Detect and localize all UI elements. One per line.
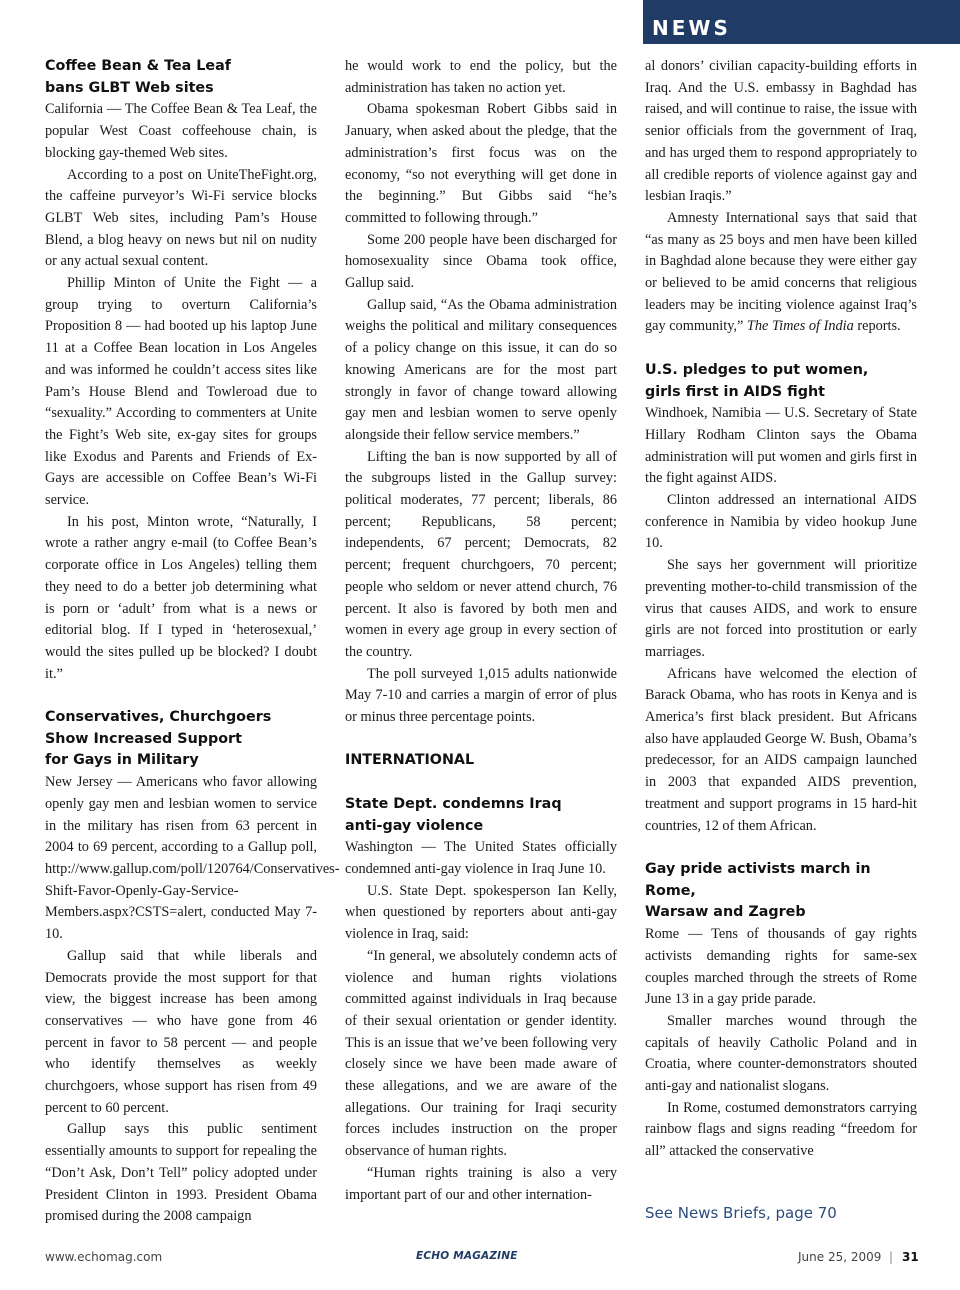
paragraph: “In general, we absolutely condemn acts of violence and human rights violations committed against individuals in Iraq because of their sexual orientation or gender identity. This is an issue that we’ve been following very closely since we have been made aware of these allegations, and we are aware of the allegations. Our training for Iraqi security forces includes instruction on the proper observance of human rights. [345, 947, 617, 1160]
headline-gay-pride: Gay pride activists march in Rome, Warsaw and Zagreb [645, 860, 871, 921]
paragraph: The poll surveyed 1,015 adults nationwide May 7-10 and carries a margin of error of plus or minus three percentage points. [345, 665, 617, 726]
column-3 [645, 56, 917, 1163]
footer-magazine-name: ECHO MAGAZINE [416, 1250, 518, 1262]
paragraph: Amnesty International says that said that “as many as 25 boys and men have been killed in Baghdad alone because they were either gay or believed to be amid concerns that religious leaders may be inciting violence against Iraq’s gay community,” The Times of India reports. [645, 209, 917, 335]
subsection-international: INTERNATIONAL [345, 752, 475, 769]
paragraph: U.S. State Dept. spokesperson Ian Kelly, when questioned by reporters about anti-gay violence in Iraq, said: [345, 882, 617, 943]
paragraph: Gallup said that while liberals and Democrats provide the most support for that view, the biggest increase has been among conservatives — who have gone from 46 percent in favor to 58 percent — and people who identify themselves as weekly churchgoers, whose support has risen from 49 percent to 60 percent. [45, 947, 317, 1116]
paragraph: Windhoek, Namibia — U.S. Secretary of State Hillary Rodham Clinton says the Obama administration will put women and girls first in the fight against AIDS. [645, 405, 917, 487]
paragraph: In Rome, costumed demonstrators carrying rainbow flags and signs reading “freedom for all” attacked the conservative [645, 1099, 917, 1160]
paragraph: Smaller marches wound through the capitals of heavily Catholic Poland and in Croatia, where counter-demonstrators shouted anti-gay and nationalist slogans. [645, 1012, 917, 1095]
footer-separator: | [889, 1250, 894, 1264]
paragraph: Washington — The United States officially condemned anti-gay violence in Iraq June 10. [345, 839, 617, 877]
paragraph: Rome — Tens of thousands of gay rights activists demanding rights for same-sex couples marched through the streets of Rome June 13 in a gay pride parade. [645, 926, 917, 1008]
column-1 [45, 56, 340, 1228]
source-name: The Times of India [746, 318, 854, 335]
paragraph: he would work to end the policy, but the administration has taken no action yet. [345, 58, 617, 96]
paragraph: In his post, Minton wrote, “Naturally, I wrote a rather angry e-mail (to Coffee Bean’s corporate office in Los Angeles) telling them they need to do a better job determining what is porn or ‘adult’ from what is a news or editorial blog. If I typed in ‘heterosexual,’ would the sites pulled up be blocked? I doubt it.” [45, 513, 317, 682]
paragraph: Obama spokesman Robert Gibbs said in January, when asked about the pledge, that the administration’s first focus was on the economy, “so not everything will get done in the beginning.” But Gibbs said “he’s committed to following through.” [345, 101, 617, 226]
paragraph: “Human rights training is also a very important part of our and other internation- [345, 1164, 617, 1203]
section-label: NEWS [643, 0, 960, 44]
page-number: 31 [902, 1250, 919, 1264]
paragraph: Clinton addressed an international AIDS conference in Namibia by video hookup June 10. [645, 492, 917, 552]
headline-state-dept: State Dept. condemns Iraq anti-gay violence [345, 795, 562, 834]
paragraph: Africans have welcomed the election of Barack Obama, who has roots in Kenya and is America’s first black president. But Africans also have applauded George W. Bush, Obama’s predecessor, for an AIDS campaign launched in 2003 that expanded AIDS prevention, treatment and support programs in 15 hard-hit countries, 12 of them African. [645, 665, 917, 834]
paragraph: al donors’ civilian capacity-building efforts in Iraq. And the U.S. embassy in Baghdad has raised, and will continue to raise, the issue with senior officials from the government of Iraq, and has urged them to respond appropriately to all credible reports of violence against gay and lesbian Iraqis.” [645, 58, 917, 205]
footer-url: www.echomag.com [45, 1250, 163, 1264]
column-2 [345, 56, 617, 1206]
paragraph: Gallup says this public sentiment essentially amounts to support for repealing the “Don’t Ask, Don’t Tell” policy adopted under President Clinton in 1993. President Obama promised during the 2008 campaign [45, 1121, 317, 1225]
footer-date: June 25, 2009 [798, 1250, 882, 1264]
see-also-link: See News Briefs, page 70 [645, 1204, 837, 1222]
headline-coffee-bean: Coffee Bean & Tea Leaf bans GLBT Web sites [45, 58, 231, 96]
paragraph: New Jersey — Americans who favor allowing openly gay men and lesbian women to service in the military has risen from 63 percent in 2004 to 69 percent, according to a Gallup poll, http://www.gallup.com/poll/120764/Conservatives-Shift-Favor-Openly-Gay-Service-Members.aspx?CSTS=alert, conducted May 7-10. [45, 774, 340, 943]
paragraph: Phillip Minton of Unite the Fight — a group trying to overturn California’s Proposition 8 — had booted up his laptop June 11 at a Coffee Bean location in Los Angeles and was informed he couldn’t access sites like Pam’s House Blend and Towleroad due to “sexuality.” According to commenters at Unite the Fight’s Web site, ex-gay sites for groups like Exodus and Parents and Friends of Ex-Gays are accessible on Coffee Bean’s Wi-Fi service. [45, 275, 317, 509]
paragraph: Gallup said, “As the Obama administration weighs the political and military consequences of a policy change on this issue, it can do so knowing Americans are for the most part strongly in favor of change toward allowing gay men and lesbian women to serve openly alongside their fellow service members.” [345, 296, 617, 443]
paragraph: Some 200 people have been discharged for homosexuality since Obama took office, Gallup said. [345, 231, 617, 292]
paragraph: According to a post on UniteTheFight.org, the caffeine purveyor’s Wi-Fi service blocks GLBT Web sites, including Pam’s House Blend, a blog heavy on news but nil on nudity or any actual sexual content. [45, 166, 317, 270]
headline-conservatives: Conservatives, Churchgoers Show Increased Support for Gays in Military [45, 709, 272, 769]
paragraph: California — The Coffee Bean & Tea Leaf, the popular West Coast coffeehouse chain, is blocking gay-themed Web sites. [45, 101, 317, 161]
headline-aids-fight: U.S. pledges to put women, girls first in AIDS fight [645, 361, 869, 400]
paragraph: She says her government will prioritize preventing mother-to-child transmission of the virus that causes AIDS, and work to ensure girls are not forced into prostitution or early marriages. [645, 557, 917, 660]
paragraph: Lifting the ban is now supported by all of the subgroups listed in the Gallup survey: political moderates, 77 percent; liberals, 86 percent; Republicans, 58 percent; independents, 67 percent; Democrats, 82 percent; frequent churchgoers, 70 percent; people who seldom or never attend church, 76 percent. It also is favored by both men and women in every age group in every section of the country. [345, 448, 617, 660]
